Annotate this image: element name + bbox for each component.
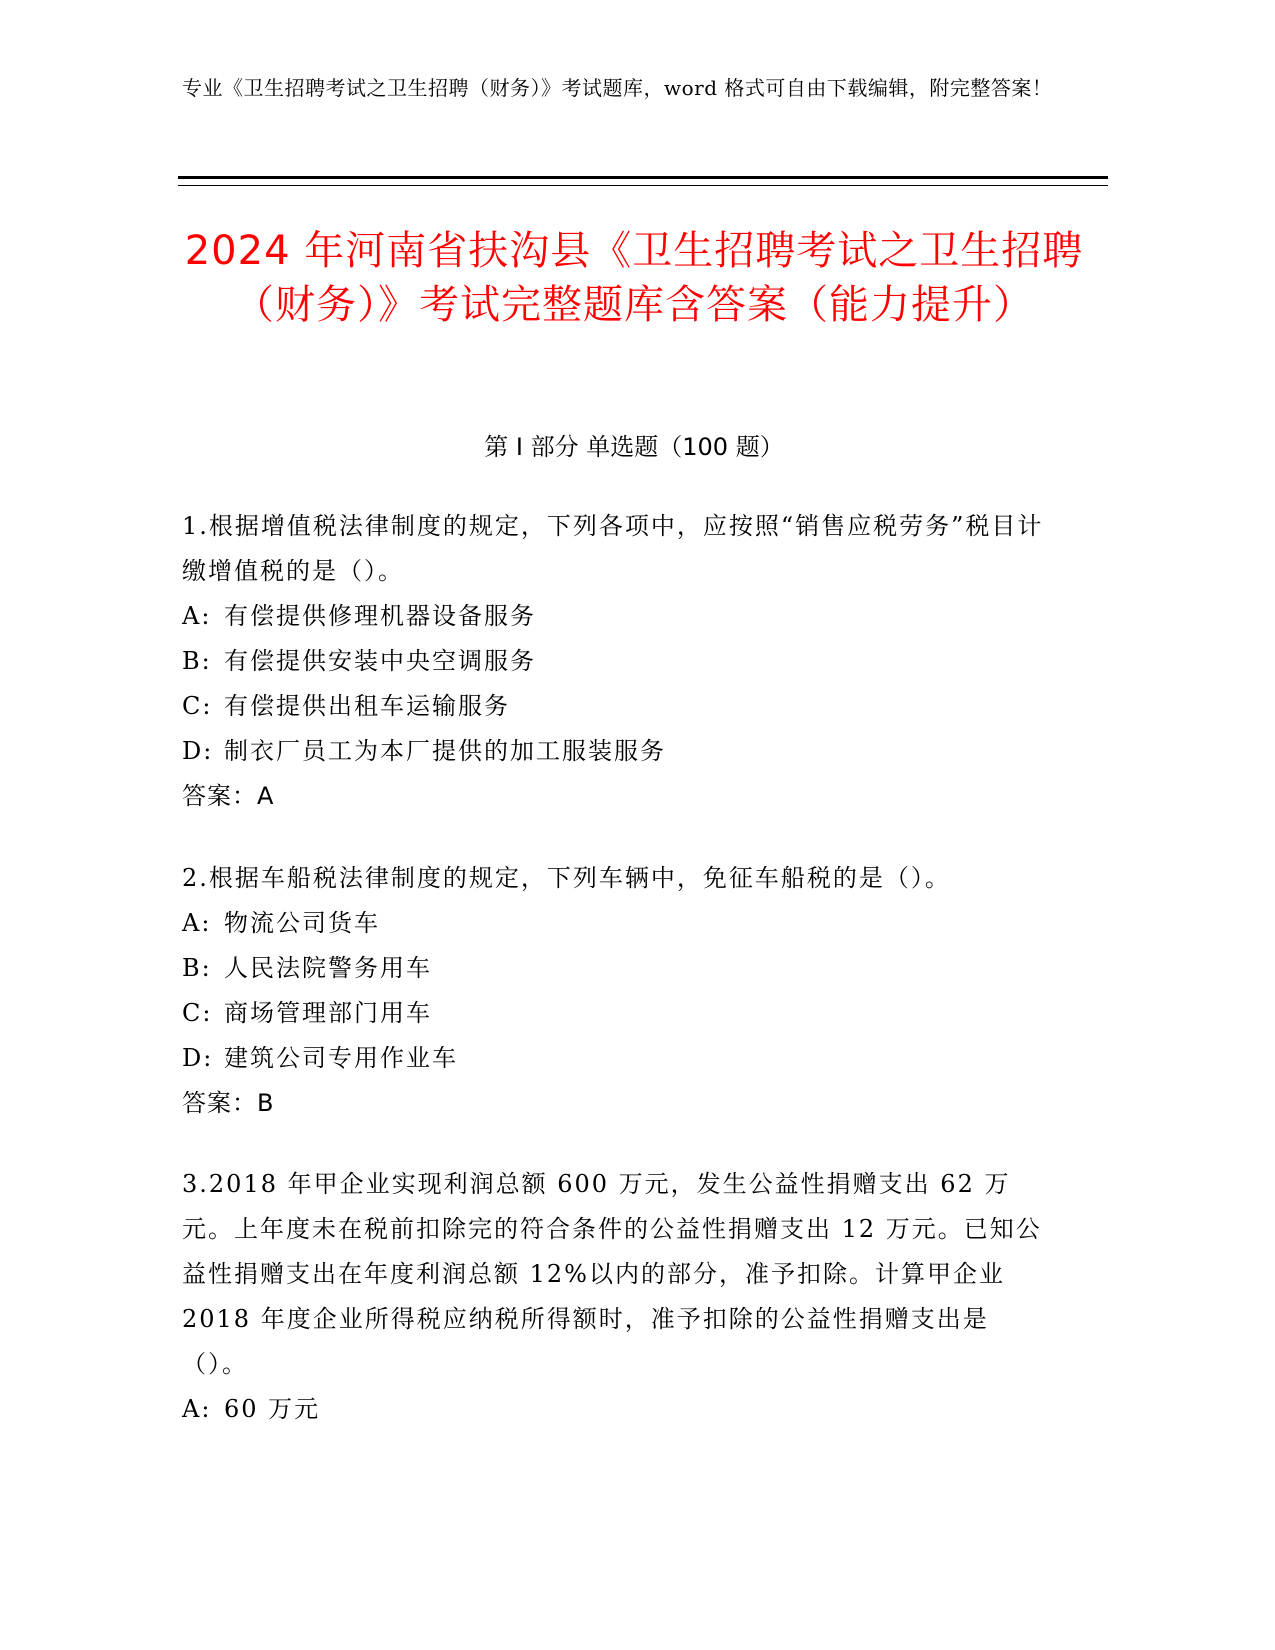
option-text: 商场管理部门用车 [224,999,432,1027]
option-b [182,946,1052,991]
question-text: 1.根据增值税法律制度的规定，下列各项中，应按照“销售应税劳务”税目计缴增值税的是（）。 [182,512,1044,585]
option-a [182,901,1052,946]
question-3 [182,1162,1052,1432]
option-text: 有偿提供出租车运输服务 [224,692,510,720]
answer: 答案：A [182,782,275,810]
answer: 答案：B [182,1089,275,1117]
option-text: 制衣厂员工为本厂提供的加工服装服务 [224,737,666,765]
header-rule-thick [178,176,1108,179]
option-text: 有偿提供安装中央空调服务 [224,647,536,675]
header-note: 专业《卫生招聘考试之卫生招聘（财务）》考试题库，word 格式可自由下载编辑，附完整答案！ [182,76,1053,100]
option-label: C: [182,999,213,1027]
question-text: 2.根据车船税法律制度的规定，下列车辆中，免征车船税的是（）。 [182,864,951,892]
question-text: 3.2018 年甲企业实现利润总额 600 万元，发生公益性捐赠支出 62 万元。上年度未在税前扣除完的符合条件的公益性捐赠支出 12 万元。已知公益性捐赠支出在年度利润总额 12%以内的部分，准予扣除。计算甲企业 2018 年度企业所得税应纳税所得额时，准予扣除的公益性捐赠支出是（）。 [182,1170,1042,1378]
document-title: 2024 年河南省扶沟县《卫生招聘考试之卫生招聘（财务）》考试完整题库含答案（能力提升） [184,228,1084,328]
option-label: D: [182,1044,214,1072]
option-d [182,1036,1052,1081]
option-label: D: [182,737,214,765]
option-text: 60 万元 [224,1395,321,1423]
section-heading: 第 I 部分 单选题（100 题） [484,433,784,461]
option-text: 人民法院警务用车 [224,954,432,982]
option-b [182,639,1052,684]
option-c [182,991,1052,1036]
option-label: A: [182,1395,212,1423]
option-d [182,729,1052,774]
option-label: B: [182,954,212,982]
option-label: A: [182,909,212,937]
option-label: B: [182,647,212,675]
question-2 [182,856,1052,1126]
option-a [182,1387,1052,1432]
option-text: 物流公司货车 [224,909,380,937]
option-text: 有偿提供修理机器设备服务 [224,602,536,630]
question-1 [182,504,1052,819]
header-rule-thin [178,185,1108,186]
option-label: A: [182,602,212,630]
option-a [182,594,1052,639]
option-c [182,684,1052,729]
option-label: C: [182,692,213,720]
option-text: 建筑公司专用作业车 [224,1044,458,1072]
